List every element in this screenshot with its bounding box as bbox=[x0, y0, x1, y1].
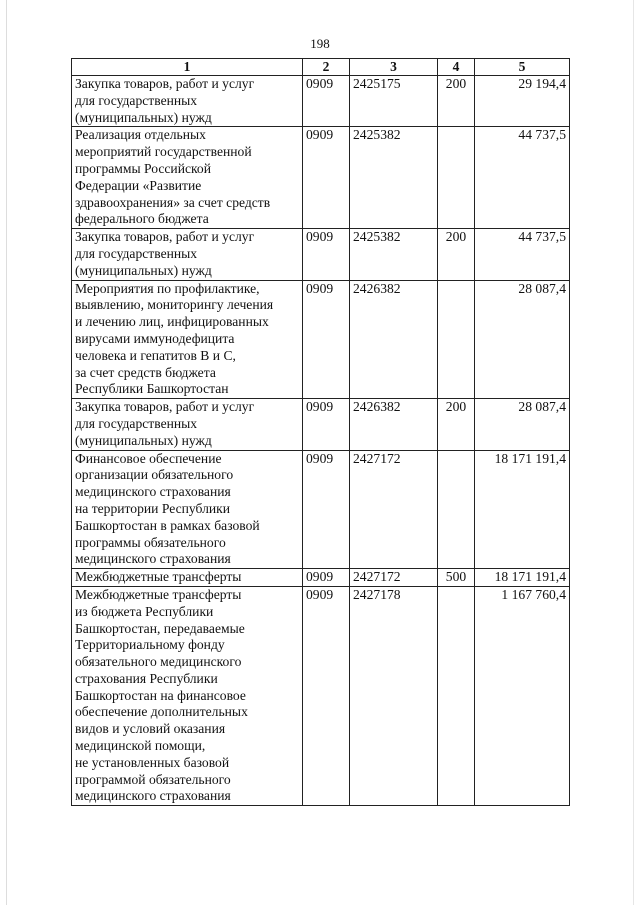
row-code: 2427172 bbox=[350, 450, 438, 569]
row-section: 0909 bbox=[303, 450, 350, 569]
header-col-4: 4 bbox=[438, 59, 475, 76]
row-amount: 18 171 191,4 bbox=[475, 450, 570, 569]
header-col-3: 3 bbox=[350, 59, 438, 76]
row-name: Мероприятия по профилактике, выявлению, мониторингу лечения и лечению лиц, инфицированных вирусами иммунодефицита человека и гепатитов В и С, за счет средств бюджета Республики Башкортостан bbox=[72, 280, 303, 399]
table-row bbox=[72, 569, 570, 587]
scan-edge-right bbox=[633, 0, 634, 905]
table-row bbox=[72, 76, 570, 127]
row-amount: 28 087,4 bbox=[475, 399, 570, 450]
row-amount: 28 087,4 bbox=[475, 280, 570, 399]
row-code: 2425382 bbox=[350, 229, 438, 280]
row-type: 500 bbox=[438, 569, 475, 587]
row-code: 2427172 bbox=[350, 569, 438, 587]
row-section: 0909 bbox=[303, 229, 350, 280]
row-name: Закупка товаров, работ и услуг для государственных (муниципальных) нужд bbox=[72, 399, 303, 450]
header-col-1: 1 bbox=[72, 59, 303, 76]
row-section: 0909 bbox=[303, 399, 350, 450]
row-code: 2426382 bbox=[350, 399, 438, 450]
row-type bbox=[438, 127, 475, 229]
table-header-row bbox=[72, 59, 570, 76]
row-name: Закупка товаров, работ и услуг для государственных (муниципальных) нужд bbox=[72, 76, 303, 127]
table-row bbox=[72, 229, 570, 280]
header-col-5: 5 bbox=[475, 59, 570, 76]
row-amount: 44 737,5 bbox=[475, 127, 570, 229]
row-section: 0909 bbox=[303, 586, 350, 805]
row-amount: 44 737,5 bbox=[475, 229, 570, 280]
table-row bbox=[72, 280, 570, 399]
table-row bbox=[72, 450, 570, 569]
table-row bbox=[72, 127, 570, 229]
budget-table bbox=[71, 58, 570, 806]
row-section: 0909 bbox=[303, 569, 350, 587]
header-col-2: 2 bbox=[303, 59, 350, 76]
row-code: 2425382 bbox=[350, 127, 438, 229]
row-section: 0909 bbox=[303, 127, 350, 229]
page-number: 198 bbox=[310, 36, 330, 51]
row-type bbox=[438, 280, 475, 399]
row-amount: 29 194,4 bbox=[475, 76, 570, 127]
table-row bbox=[72, 586, 570, 805]
row-type: 200 bbox=[438, 229, 475, 280]
scan-edge-left bbox=[6, 0, 7, 905]
row-code: 2427178 bbox=[350, 586, 438, 805]
row-name: Реализация отдельных мероприятий государственной программы Российской Федерации «Развитие здравоохранения» за счет средств федерального бюджета bbox=[72, 127, 303, 229]
row-amount: 1 167 760,4 bbox=[475, 586, 570, 805]
row-type bbox=[438, 586, 475, 805]
row-code: 2425175 bbox=[350, 76, 438, 127]
row-name: Закупка товаров, работ и услуг для государственных (муниципальных) нужд bbox=[72, 229, 303, 280]
row-section: 0909 bbox=[303, 280, 350, 399]
row-section: 0909 bbox=[303, 76, 350, 127]
row-type: 200 bbox=[438, 76, 475, 127]
row-amount: 18 171 191,4 bbox=[475, 569, 570, 587]
row-code: 2426382 bbox=[350, 280, 438, 399]
row-type: 200 bbox=[438, 399, 475, 450]
row-name: Межбюджетные трансферты из бюджета Республики Башкортостан, передаваемые Территориальному фонду обязательного медицинского страхования Республики Башкортостан на финансовое обеспечение дополнительных видов и условий оказания медицинской помощи, не установленных базовой программой обязательного медицинского страхования bbox=[72, 586, 303, 805]
table-row bbox=[72, 399, 570, 450]
row-type bbox=[438, 450, 475, 569]
row-name: Финансовое обеспечение организации обязательного медицинского страхования на территории Республики Башкортостан в рамках базовой программы обязательного медицинского страхования bbox=[72, 450, 303, 569]
row-name: Межбюджетные трансферты bbox=[72, 569, 303, 587]
